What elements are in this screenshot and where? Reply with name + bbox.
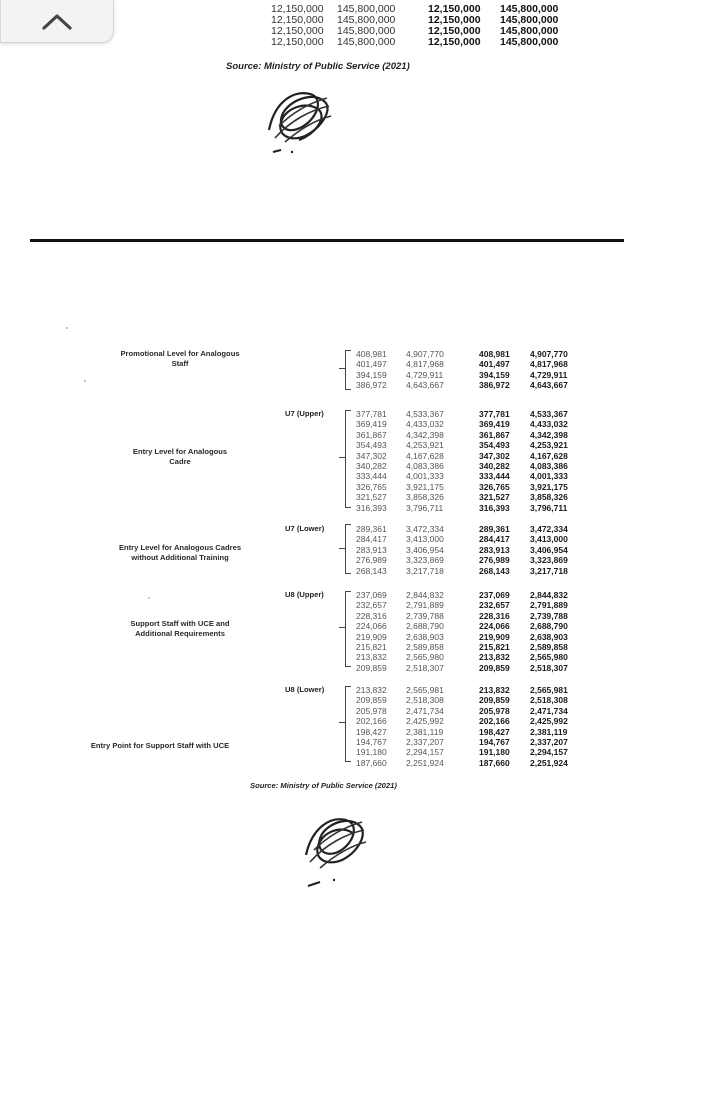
g1-col2: 4,907,770 4,817,968 4,729,911 4,643,667 [406, 349, 444, 391]
g4-col1: 237,069 232,657 228,316 224,066 219,909 215,821 213,832 209,859 [356, 590, 387, 673]
g2-col4: 4,533,367 4,433,032 4,342,398 4,253,921 4,167,628 4,083,386 4,001,333 3,921,175 3,858,326 3,796,711 [530, 409, 568, 513]
chevron-up-icon [40, 11, 74, 31]
g3-col4: 3,472,334 3,413,000 3,406,954 3,323,869 3,217,718 [530, 524, 568, 576]
top-table-col1: 12,150,000 12,150,000 12,150,000 12,150,000 [271, 3, 324, 48]
grade-u8-upper: U8 (Upper) [285, 590, 324, 599]
g1-col3: 408,981 401,497 394,159 386,972 [479, 349, 510, 391]
bracket [345, 591, 351, 667]
bracket [345, 350, 351, 390]
g2-col1: 377,781 369,419 361,867 354,493 347,302 340,282 333,444 326,765 321,527 316,393 [356, 409, 387, 513]
grade-u7-lower: U7 (Lower) [285, 524, 325, 533]
bracket [345, 524, 351, 574]
group-label-entry-analogous: Entry Level for Analogous Cadre [132, 447, 228, 466]
g5-col1: 213,832 209,859 205,978 202,166 198,427 194,767 191,180 187,660 [356, 685, 387, 768]
scroll-to-top-button[interactable] [0, 0, 114, 43]
g2-col2: 4,533,367 4,433,032 4,342,398 4,253,921 4,167,628 4,083,386 4,001,333 3,921,175 3,858,326 3,796,711 [406, 409, 444, 513]
g5-col3: 213,832 209,859 205,978 202,166 198,427 194,767 191,180 187,660 [479, 685, 510, 768]
g1-col4: 4,907,770 4,817,968 4,729,911 4,643,667 [530, 349, 568, 391]
g4-col2: 2,844,832 2,791,889 2,739,788 2,688,790 2,638,903 2,589,858 2,565,980 2,518,307 [406, 590, 444, 673]
bracket [345, 686, 351, 762]
grade-u8-lower: U8 (Lower) [285, 685, 325, 694]
top-table-col3: 12,150,000 12,150,000 12,150,000 12,150,000 [428, 3, 481, 48]
source-note-bottom: Source: Ministry of Public Service (2021) [250, 781, 397, 790]
g1-col1: 408,981 401,497 394,159 386,972 [356, 349, 387, 391]
bracket [345, 410, 351, 508]
g3-col2: 3,472,334 3,413,000 3,406,954 3,323,869 3,217,718 [406, 524, 444, 576]
source-note-top: Source: Ministry of Public Service (2021) [226, 61, 410, 72]
g4-col4: 2,844,832 2,791,889 2,739,788 2,688,790 2,638,903 2,589,858 2,565,980 2,518,307 [530, 590, 568, 673]
g3-col3: 289,361 284,417 283,913 276,989 268,143 [479, 524, 510, 576]
top-table-col4: 145,800,000 145,800,000 145,800,000 145,800,000 [500, 3, 559, 48]
g2-col3: 377,781 369,419 361,867 354,493 347,302 340,282 333,444 326,765 321,527 316,393 [479, 409, 510, 513]
grade-u7-upper: U7 (Upper) [285, 409, 324, 418]
page-divider [30, 239, 624, 242]
group-label-entry-no-training: Entry Level for Analogous Cadres without Additional Training [118, 543, 242, 562]
signature-top [255, 80, 345, 160]
g4-col3: 237,069 232,657 228,316 224,066 219,909 215,821 213,832 209,859 [479, 590, 510, 673]
top-table-col2: 145,800,000 145,800,000 145,800,000 145,800,000 [337, 3, 396, 48]
signature-bottom [296, 800, 376, 890]
g3-col1: 289,361 284,417 283,913 276,989 268,143 [356, 524, 387, 576]
g5-col2: 2,565,981 2,518,308 2,471,734 2,425,992 2,381,119 2,337,207 2,294,157 2,251,924 [406, 685, 444, 768]
group-label-entry-support-uce: Entry Point for Support Staff with UCE [90, 741, 230, 750]
g5-col4: 2,565,981 2,518,308 2,471,734 2,425,992 2,381,119 2,337,207 2,294,157 2,251,924 [530, 685, 568, 768]
group-label-support-uce-additional: Support Staff with UCE and Additional Requirements [130, 619, 230, 638]
group-label-promotional: Promotional Level for Analogous Staff [120, 349, 240, 368]
